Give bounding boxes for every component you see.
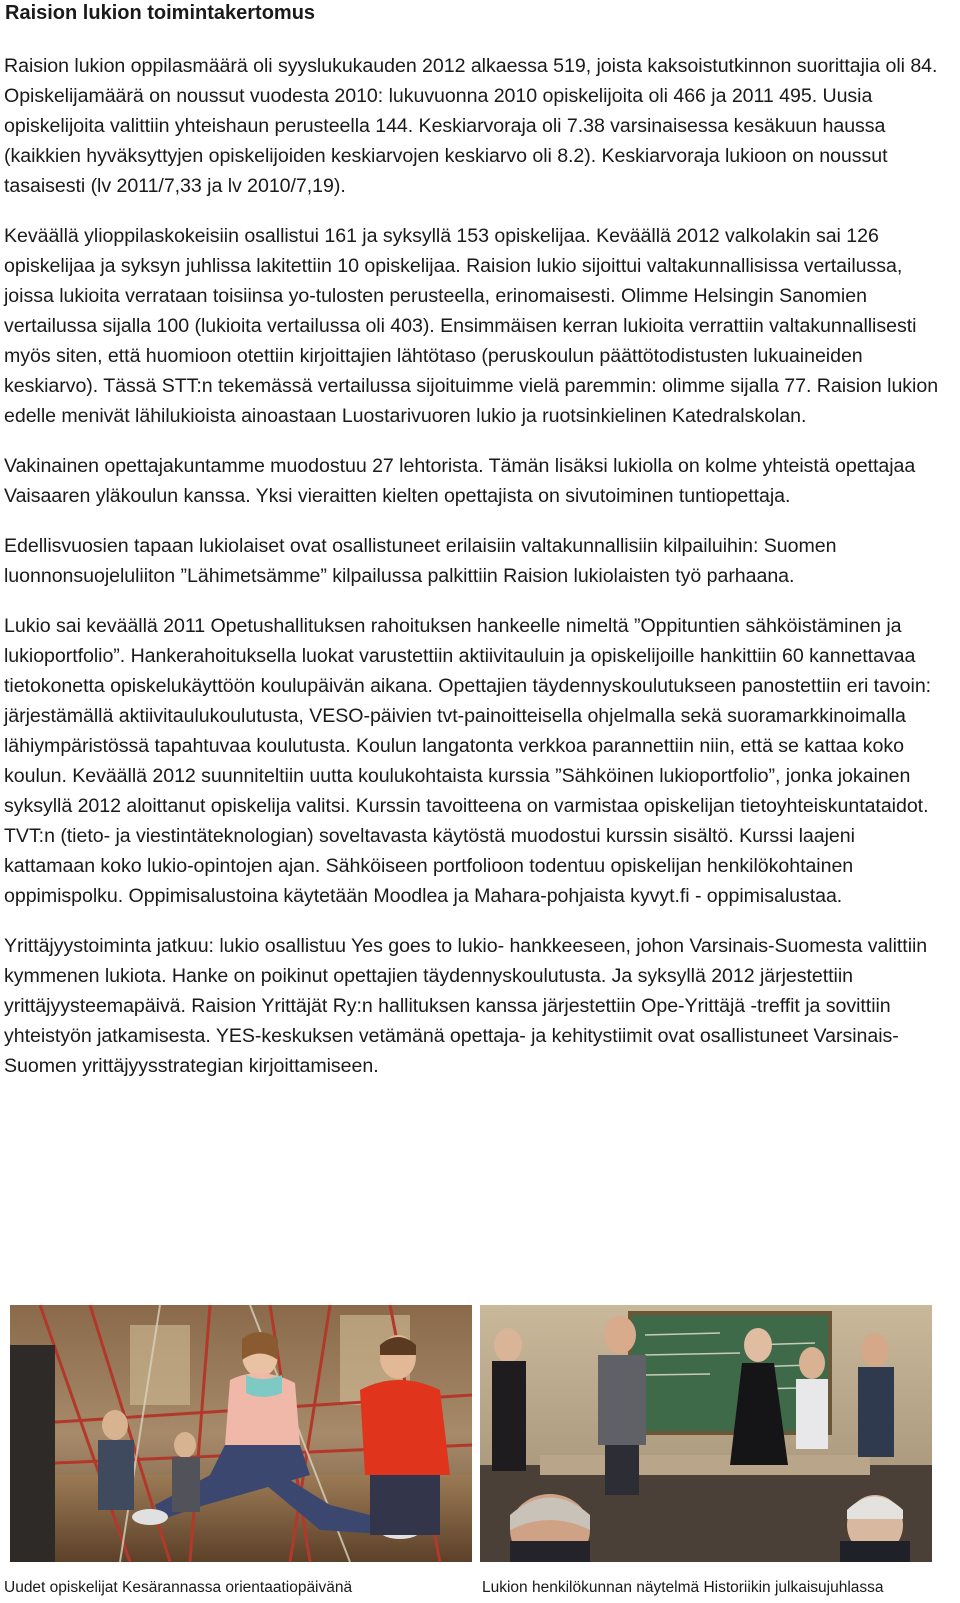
caption-staff-play: Lukion henkilökunnan näytelmä Historiikin julkaisujuhlassa [482, 1579, 884, 1596]
photo-staff-play-image [480, 1305, 932, 1562]
photo-orientation-day-image [10, 1305, 472, 1562]
paragraph-competitions: Edellisvuosien tapaan lukiolaiset ovat osallistuneet erilaisiin valtakunnallisiin kilpailuihin: Suomen luonnonsuojeluliiton ”Lähimetsämme” kilpailussa palkittiin Raision lukiolaisten työ parhaana. [4, 535, 837, 587]
paragraph-digitalisation-project: Lukio sai keväällä 2011 Opetushallituksen rahoituksen hankeelle nimeltä ”Oppituntien sähköistäminen ja lukioportfolio”. Hankerahoituksella luokat varustettiin aktiivitauluin ja opiskelijoille hankittiin 60 kannettavaa tietokonetta opiskelukäyttöön koulupäivän aikana. Opettajien täydennyskoulutukseen panostettiin eri tavoin: järjestämällä aktiivitaulukoulutusta, VESO-päivien tvt-painoitteisella ohjelmalla sekä suoramarkkinoimalla lähiympäristössä tapahtuvaa koulutusta. Koulun langatonta verkkoa parannettiin niin, että se kattaa koko koulun. Keväällä 2012 suunniteltiin uutta koulukohtaista kurssia ”Sähköinen lukioportfolio”, jonka jokainen syksyllä 2012 aloittanut opiskelija valitsi. Kurssin tavoitteena on varmistaa opiskelijan tietoyhteiskuntataidot. TVT:n (tieto- ja viestintäteknologian) soveltavasta käytöstä muodostui kurssin sisältö. Kurssi laajeni kattamaan koko lukio-opintojen ajan. Sähköiseen portfolioon todentuu opiskelijan henkilökohtainen oppimispolku. Oppimisalustoina käytetään Moodlea ja Mahara-pohjaista kyvyt.fi - oppimisalustaa. [4, 615, 932, 907]
document-body [4, 51, 950, 1101]
paragraph-student-numbers: Raision lukion oppilasmäärä oli syyslukukauden 2012 alkaessa 519, joista kaksoistutkinnon suorittajia oli 84. Opiskelijamäärä on noussut vuodesta 2010: lukuvuonna 2010 opiskelijoita oli 466 ja 2011 495. Uusia opiskelijoita valittiin yhteishaun perusteella 144. Keskiarvoraja oli 7.38 varsinaisessa kesäkuun haussa (kaikkien hyväksyttyjen opiskelijoiden keskiarvojen keskiarvo oli 8.2). Keskiarvoraja lukioon on noussut tasaisesti (lv 2011/7,33 ja lv 2010/7,19). [4, 55, 938, 197]
document-title: Raision lukion toimintakertomus [5, 2, 316, 24]
caption-orientation-day: Uudet opiskelijat Kesärannassa orientaatiopäivänä [4, 1579, 353, 1596]
paragraph-matriculation-results: Keväällä ylioppilaskokeisiin osallistui 161 ja syksyllä 153 opiskelijaa. Keväällä 2012 valkolakin sai 126 opiskelijaa ja syksyn juhlissa lakitettiin 10 opiskelijaa. Raision lukio sijoittui valtakunnallisissa vertailussa, joissa lukioita verrataan toisiinsa yo-tulosten perusteella, erinomaisesti. Olimme Helsingin Sanomien vertailussa sijalla 100 (lukioita vertailussa oli 403). Ensimmäisen kerran lukioita verrattiin valtakunnallisesti myös siten, että huomioon otettiin kirjoittajien lähtötaso (peruskoulun päättötodistusten lukuaineiden keskiarvo). Tässä STT:n tekemässä vertailussa sijoituimme vielä paremmin: olimme sijalla 77. Raision lukion edelle menivät lähilukioista ainoastaan Luostarivuoren lukio ja ruotsinkielinen Katedralskolan. [4, 225, 939, 427]
photo-orientation-day [10, 1305, 472, 1562]
paragraph-entrepreneurship: Yrittäjyystoiminta jatkuu: lukio osallistuu Yes goes to lukio- hankkeeseen, johon Varsinais-Suomesta valittiin kymmenen lukiota. Hanke on poikinut opettajien täydennyskoulutusta. Ja syksyllä 2012 järjestettiin yrittäjyysteemapäivä. Raision Yrittäjät Ry:n hallituksen kanssa järjestettiin Ope-Yrittäjä -treffit ja sovittiin yhteistyön jatkamisesta. YES-keskuksen vetämänä opettaja- ja kehitystiimit ovat osallistuneet Varsinais-Suomen yrittäjyysstrategian kirjoittamiseen. [4, 935, 928, 1077]
paragraph-teaching-staff: Vakinainen opettajakuntamme muodostuu 27 lehtorista. Tämän lisäksi lukiolla on kolme yhteistä opettajaa Vaisaaren yläkoulun kanssa. Yksi vieraitten kielten opettajista on sivutoiminen tuntiopettaja. [4, 455, 916, 507]
photo-staff-play [480, 1305, 932, 1562]
